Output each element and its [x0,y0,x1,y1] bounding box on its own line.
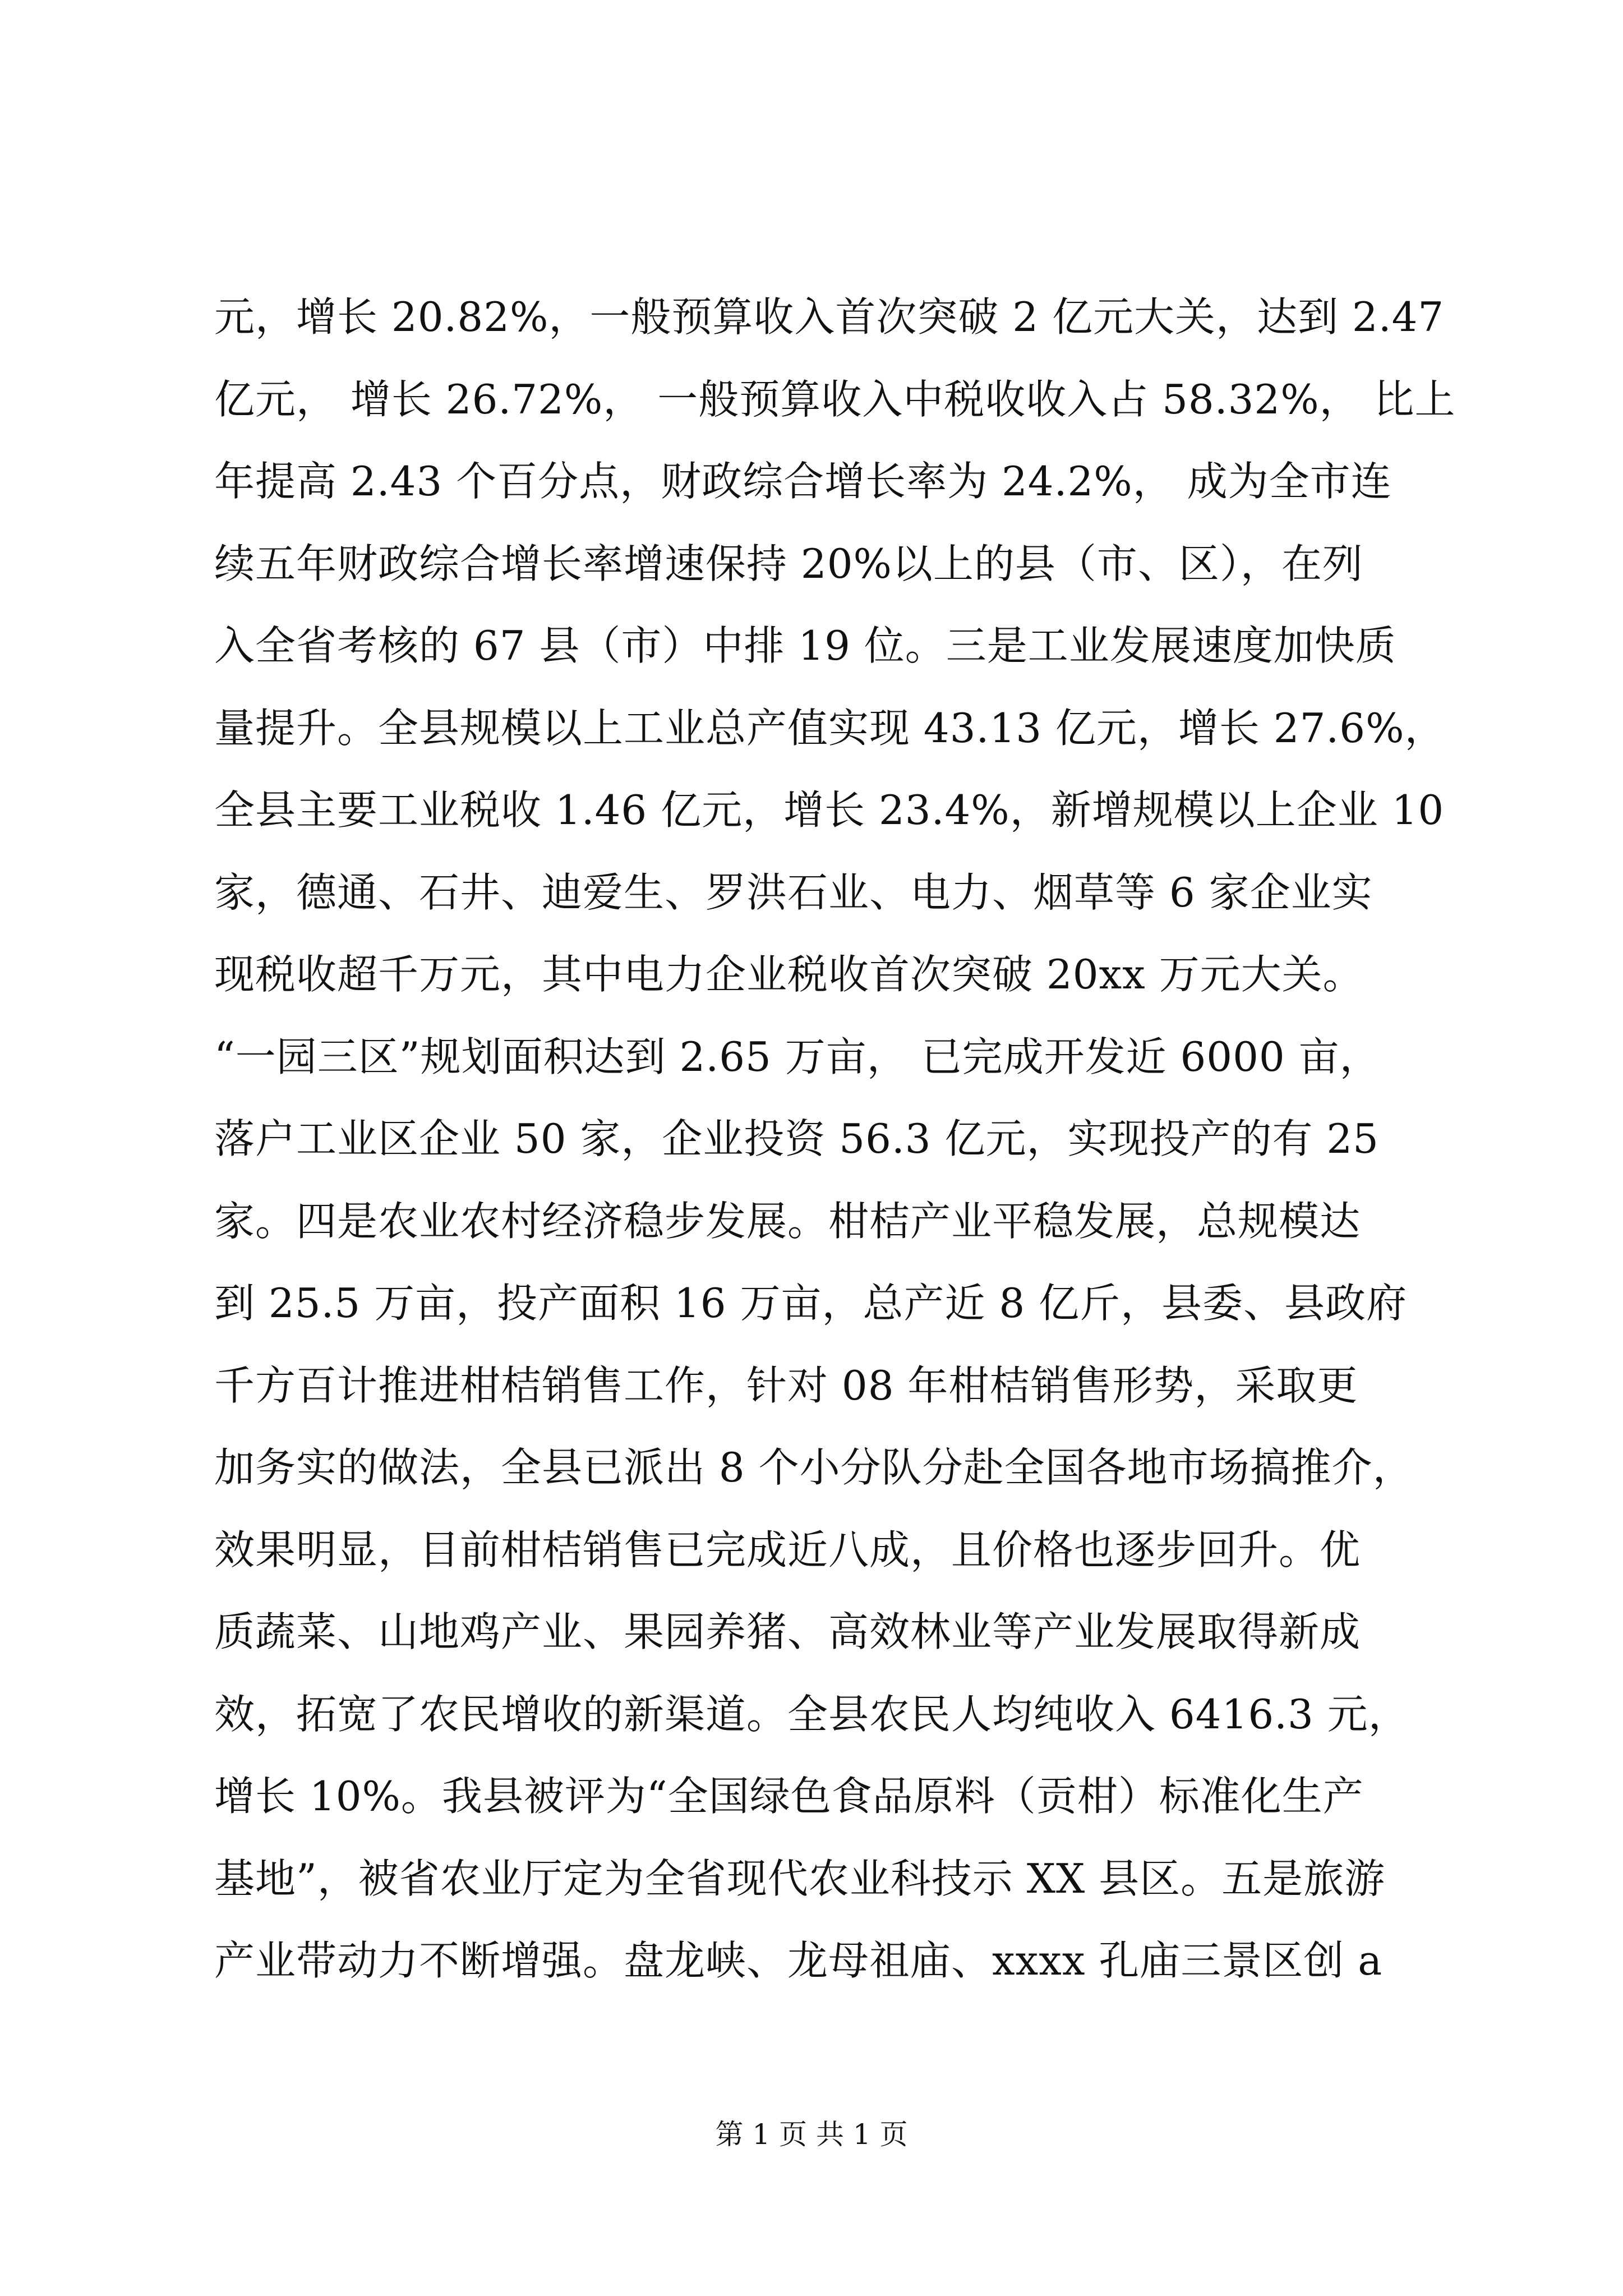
text-line: 基地”，被省农业厅定为全省现代农业科技示 XX 县区。五是旅游 [214,1855,1386,1902]
text-line: 质蔬菜、山地鸡产业、果园养猪、高效林业等产业发展取得新成 [214,1608,1361,1655]
text-line: 全县主要工业税收 1.46 亿元，增长 23.4%，新增规模以上企业 10 [214,786,1445,834]
page-footer: 第 1 页 共 1 页 [715,2118,908,2151]
text-line: 加务实的做法，全县已派出 8 个小分队分赴全国各地市场搞推介， [214,1444,1414,1491]
text-line: 效，拓宽了农民增收的新渠道。全县农民人均纯收入 6416.3 元， [214,1691,1409,1738]
text-line: 千方百计推进柑桔销售工作，针对 08 年柑桔销售形势，采取更 [214,1362,1358,1409]
text-line: “一园三区”规划面积达到 2.65 万亩， 已完成开发近 6000 亩， [214,1033,1381,1080]
text-line: 家。四是农业农村经济稳步发展。柑桔产业平稳发展，总规模达 [214,1198,1361,1245]
text-line: 元，增长 20.82%，一般预算收入首次突破 2 亿元大关，达到 2.47 [214,293,1445,341]
text-line: 家，德通、石井、迪爱生、罗洪石业、电力、烟草等 6 家企业实 [214,869,1373,916]
text-line: 入全省考核的 67 县（市）中排 19 位。三是工业发展速度加快质 [214,622,1396,669]
text-line: 产业带动力不断增强。盘龙峡、龙母祖庙、xxxx 孔庙三景区创 a [214,1937,1383,1984]
text-line: 续五年财政综合增长率增速保持 20%以上的县（市、区），在列 [214,540,1363,587]
text-line: 现税收超千万元，其中电力企业税收首次突破 20xx 万元大关。 [214,951,1364,998]
text-line: 年提高 2.43 个百分点，财政综合增长率为 24.2%， 成为全市连 [214,458,1392,505]
text-line: 亿元， 增长 26.72%， 一般预算收入中税收收入占 58.32%， 比上 [214,376,1456,423]
text-line: 量提升。全县规模以上工业总产值实现 43.13 亿元，增长 27.6%， [214,705,1446,752]
text-line: 效果明显，目前柑桔销售已完成近八成，且价格也逐步回升。优 [214,1526,1361,1573]
text-line: 落户工业区企业 50 家，企业投资 56.3 亿元，实现投产的有 25 [214,1115,1379,1162]
text-line: 增长 10%。我县被评为“全国绿色食品原料（贡柑）标准化生产 [214,1773,1364,1820]
text-line: 到 25.5 万亩，投产面积 16 万亩，总产近 8 亿斤，县委、县政府 [214,1280,1408,1327]
